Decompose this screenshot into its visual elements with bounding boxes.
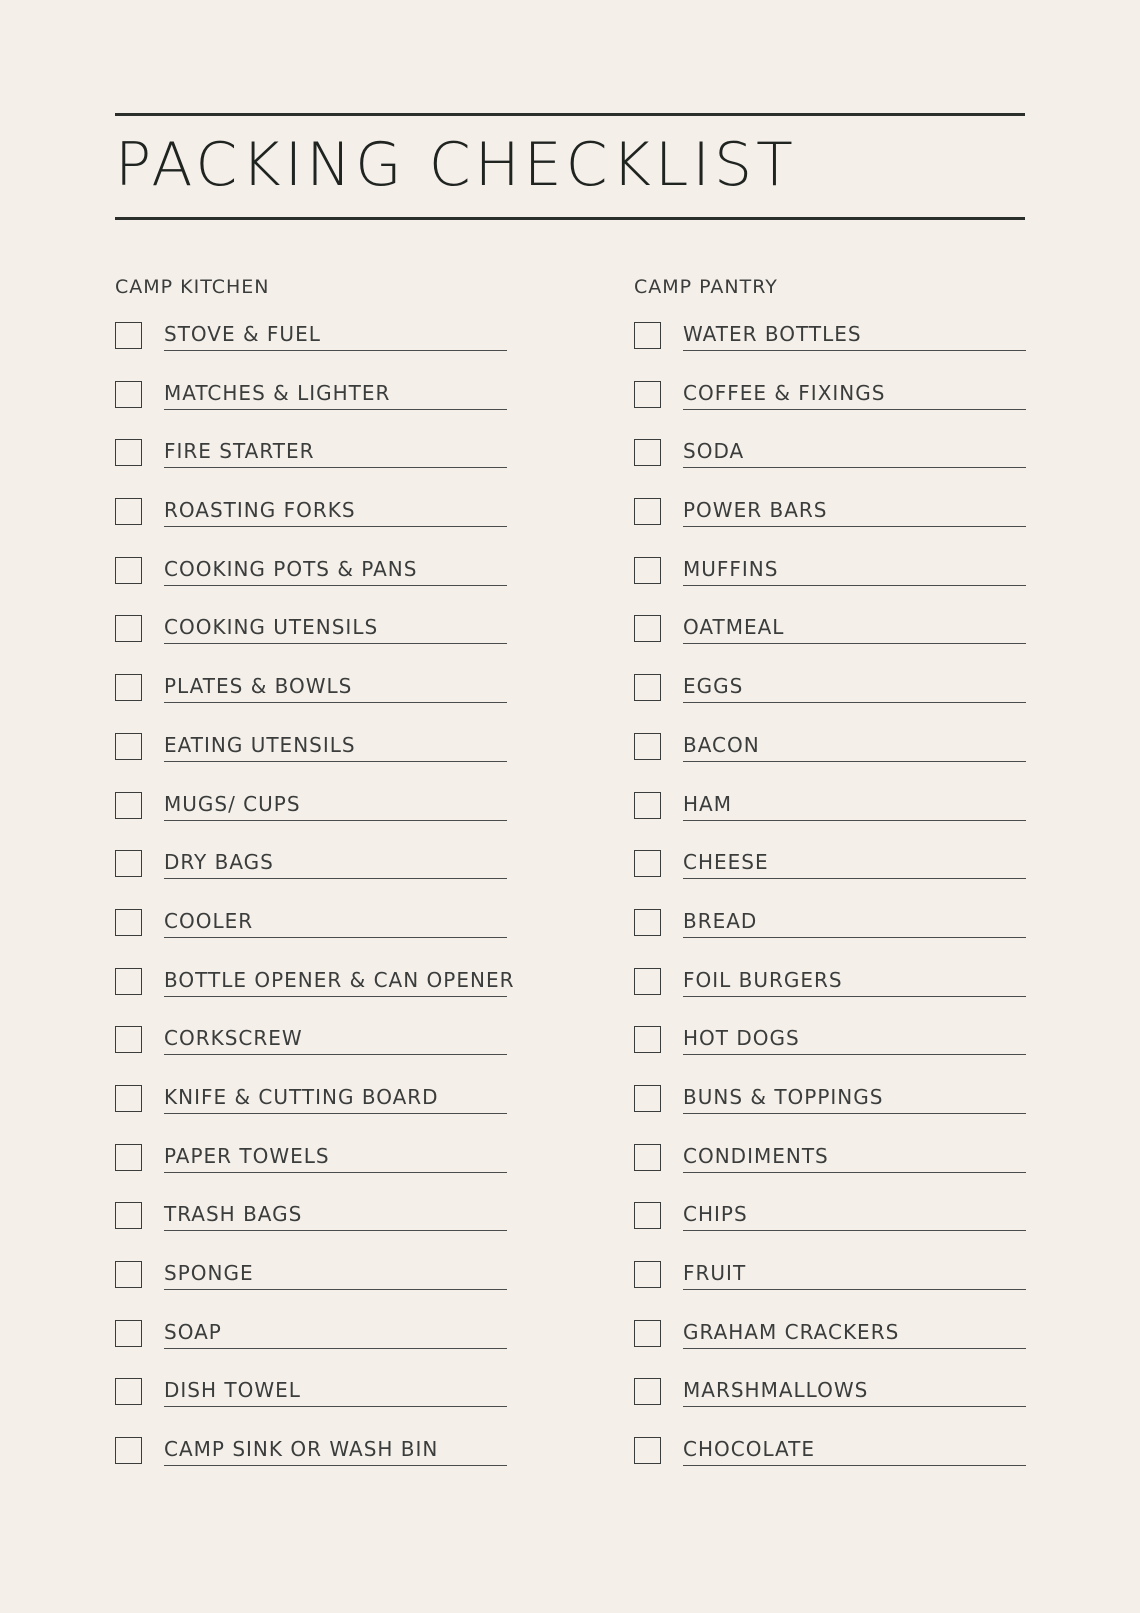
item-label: COOKING UTENSILS [164,615,379,640]
checklist-item [634,1025,1026,1084]
item-checkbox[interactable] [634,1437,661,1464]
checklist-item [115,967,515,1026]
camp-kitchen-heading: CAMP KITCHEN [115,276,270,298]
checklist-item [634,1143,1026,1202]
checklist-item [115,732,507,791]
checklist-item [634,1260,1026,1319]
item-checkbox[interactable] [115,909,142,936]
checklist-item [115,673,507,732]
item-checkbox[interactable] [634,439,661,466]
item-label: DRY BAGS [164,850,274,875]
item-label: CONDIMENTS [683,1143,829,1168]
item-label: COFFEE & FIXINGS [683,380,886,405]
item-checkbox[interactable] [634,674,661,701]
item-checkbox[interactable] [634,322,661,349]
checklist-item [115,1436,507,1495]
checklist-item [634,556,1026,615]
item-underline [164,673,507,703]
item-underline [164,1084,507,1114]
item-checkbox[interactable] [634,1378,661,1405]
item-label: BUNS & TOPPINGS [683,1084,884,1109]
item-checkbox[interactable] [634,557,661,584]
item-label: BACON [683,732,760,757]
item-checkbox[interactable] [634,733,661,760]
item-underline [683,1025,1026,1055]
checklist-item [115,556,507,615]
item-underline [164,1025,507,1055]
item-checkbox[interactable] [115,1144,142,1171]
item-label: CHOCOLATE [683,1437,816,1462]
item-checkbox[interactable] [115,1261,142,1288]
checklist-item [634,1319,1026,1378]
item-label: SPONGE [164,1261,254,1285]
item-checkbox[interactable] [115,615,142,642]
camp-kitchen-list [115,321,515,1495]
item-underline [164,321,507,351]
item-checkbox[interactable] [115,439,142,466]
item-checkbox[interactable] [634,381,661,408]
checklist-item [634,321,1026,380]
item-underline [164,614,507,644]
checklist-item [634,1201,1026,1260]
page-title: PACKING CHECKLIST [115,130,797,200]
title-top-rule [115,113,1025,116]
item-underline [164,1143,507,1173]
item-label: MUFFINS [683,556,779,581]
item-underline [683,1436,1026,1466]
item-underline [164,849,507,879]
item-checkbox[interactable] [115,792,142,819]
item-label: SOAP [164,1319,222,1344]
item-label: HOT DOGS [683,1026,800,1051]
item-checkbox[interactable] [634,792,661,819]
checklist-item [634,438,1026,497]
checklist-item [115,1319,507,1378]
item-underline [164,967,515,997]
item-underline [164,497,507,527]
checklist-item [634,497,1026,556]
checklist-item [634,380,1026,439]
item-checkbox[interactable] [115,1085,142,1112]
checklist-item [115,1201,507,1260]
item-underline [164,1436,507,1466]
item-checkbox[interactable] [634,1261,661,1288]
checklist-item [115,614,507,673]
item-underline [683,1260,1026,1290]
item-underline [683,1377,1026,1407]
item-underline [683,1084,1026,1114]
item-label: BOTTLE OPENER & CAN OPENER [164,967,515,992]
item-checkbox[interactable] [115,850,142,877]
checklist-item [634,849,1026,908]
item-label: KNIFE & CUTTING BOARD [164,1084,439,1109]
checklist-item [634,1436,1026,1495]
item-checkbox[interactable] [115,1437,142,1464]
item-underline [683,849,1026,879]
item-label: SODA [683,439,745,464]
item-checkbox[interactable] [115,733,142,760]
item-label: CHEESE [683,850,769,875]
camp-kitchen-column [115,272,515,1495]
checklist-item [115,497,507,556]
checklist-item [115,1084,507,1143]
checklist-item [115,849,507,908]
item-label: FOIL BURGERS [683,967,843,992]
item-checkbox[interactable] [115,1026,142,1053]
item-checkbox[interactable] [115,1320,142,1347]
item-underline [683,908,1026,938]
item-label: HAM [683,791,732,816]
item-underline [164,1319,507,1349]
item-label: PAPER TOWELS [164,1143,330,1168]
item-checkbox[interactable] [634,909,661,936]
checklist-item [634,673,1026,732]
item-label: STOVE & FUEL [164,322,321,346]
item-checkbox[interactable] [634,850,661,877]
item-label: CAMP SINK OR WASH BIN [164,1437,439,1462]
checklist-item [115,321,507,380]
checklist-item [115,438,507,497]
item-underline [164,1377,507,1407]
item-underline [683,497,1026,527]
item-checkbox[interactable] [115,498,142,525]
item-label: FIRE STARTER [164,439,315,464]
item-label: GRAHAM CRACKERS [683,1319,900,1344]
item-label: TRASH BAGS [164,1202,303,1227]
camp-pantry-heading: CAMP PANTRY [634,276,778,298]
item-label: MUGS/ CUPS [164,791,301,816]
checklist-item [115,1377,507,1436]
checklist-item [115,1260,507,1319]
item-underline [164,556,507,586]
item-label: POWER BARS [683,498,828,523]
checklist-item [634,614,1026,673]
item-underline [683,614,1026,644]
item-underline [683,438,1026,468]
checklist-item [634,967,1026,1026]
item-checkbox[interactable] [634,498,661,525]
item-checkbox[interactable] [634,1320,661,1347]
item-checkbox[interactable] [115,381,142,408]
item-label: DISH TOWEL [164,1378,301,1403]
checklist-item [634,908,1026,967]
item-label: PLATES & BOWLS [164,674,353,699]
item-label: WATER BOTTLES [683,322,862,346]
item-label: COOKING POTS & PANS [164,556,418,581]
item-checkbox[interactable] [634,615,661,642]
item-underline [683,1143,1026,1173]
item-checkbox[interactable] [115,322,142,349]
item-checkbox[interactable] [115,1378,142,1405]
item-label: EATING UTENSILS [164,732,356,757]
item-label: EGGS [683,674,744,699]
item-underline [164,908,507,938]
checklist-item [115,908,507,967]
item-checkbox[interactable] [634,1144,661,1171]
item-label: BREAD [683,908,758,933]
item-underline [164,791,507,821]
checklist-item [634,1084,1026,1143]
item-underline [683,556,1026,586]
item-underline [683,791,1026,821]
camp-pantry-list [634,321,1026,1495]
checklist-item [634,791,1026,850]
item-label: FRUIT [683,1261,747,1285]
item-underline [683,732,1026,762]
checklist-item [115,791,507,850]
item-checkbox[interactable] [634,1085,661,1112]
item-label: CHIPS [683,1202,748,1227]
item-underline [683,1201,1026,1231]
checklist-item [115,380,507,439]
item-checkbox[interactable] [115,1202,142,1229]
title-bottom-rule [115,217,1025,220]
item-underline [164,438,507,468]
checklist-item [115,1143,507,1202]
item-underline [683,673,1026,703]
item-checkbox[interactable] [634,1026,661,1053]
item-underline [164,1201,507,1231]
item-checkbox[interactable] [115,557,142,584]
item-underline [164,1260,507,1290]
item-checkbox[interactable] [115,674,142,701]
checklist-item [634,732,1026,791]
checklist-item [115,1025,507,1084]
item-checkbox[interactable] [634,968,661,995]
item-underline [683,321,1026,351]
item-underline [683,1319,1026,1349]
item-underline [164,380,507,410]
item-underline [683,380,1026,410]
item-label: ROASTING FORKS [164,498,356,523]
item-checkbox[interactable] [115,968,142,995]
checklist-item [634,1377,1026,1436]
item-label: OATMEAL [683,615,785,640]
item-label: COOLER [164,908,254,933]
camp-pantry-column [634,272,1026,1495]
item-checkbox[interactable] [634,1202,661,1229]
item-label: MATCHES & LIGHTER [164,380,391,405]
item-underline [683,967,1026,997]
item-label: MARSHMALLOWS [683,1378,869,1403]
item-underline [164,732,507,762]
item-label: CORKSCREW [164,1026,303,1051]
